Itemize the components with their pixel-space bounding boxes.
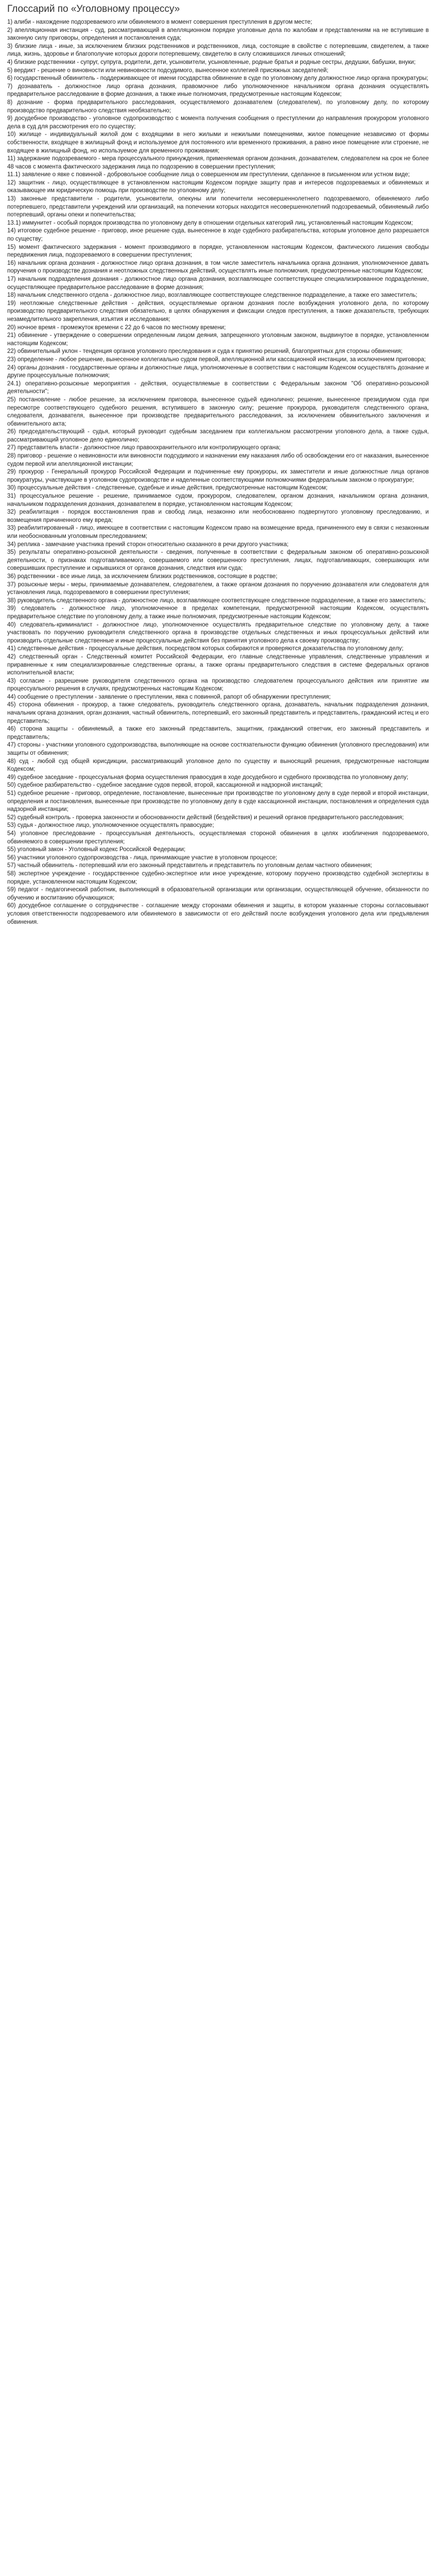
glossary-entry: 40) следователь-криминалист - должностное лицо, уполномоченное осуществлять предварительное следствие по уголовному делу, а также участвовать по поручению руководителя следственного органа в производстве отдельных следственных и иных процессуальных действий или производить отдельные следственные и иные процессуальные действия без принятия уголовного дела к своему производству; — [7, 621, 429, 644]
glossary-entry: 1) алиби - нахождение подозреваемого или обвиняемого в момент совершения преступления в другом месте; — [7, 19, 312, 25]
glossary-entry: 54) уголовное преследование - процессуальная деятельность, осуществляемая стороной обвинения в целях изобличения подозреваемого, обвиняемого в совершении преступления; — [7, 830, 429, 845]
glossary-entry: 19) неотложные следственные действия - действия, осуществляемые органом дознания после возбуждения уголовного дела, по которому производство предварительного следствия обязательно, в целях обнаружения и фиксации следов преступления, а также доказательств, требующих незамедлительного закрепления, изъятия и исследования; — [7, 300, 429, 323]
glossary-entry: 20) ночное время - промежуток времени с 22 до 6 часов по местному времени; — [7, 324, 226, 331]
page-title: Глоссарий по «Уголовному процессу» — [7, 4, 180, 14]
glossary-entry: 47) стороны - участники уголовного судопроизводства, выполняющие на основе состязательности функцию обвинения (уголовного преследования) или защиты от обвинения; — [7, 742, 429, 757]
glossary-entry: 11.1) заявление о явке с повинной - добровольное сообщение лица о совершенном им преступлении, сделанное в письменном или устном виде; — [7, 172, 410, 178]
glossary-entry: 48) суд - любой суд общей юрисдикции, рассматривающий уголовное дело по существу и выносящий решения, предусмотренные настоящим Кодексом; — [7, 758, 429, 773]
glossary-entry: 17) начальник подразделения дознания - должностное лицо органа дознания, возглавляющее соответствующее специализированное подразделение, осуществляющее предварительное расследование в форме дознания; — [7, 276, 429, 291]
glossary-entry: 49) судебное заседание - процессуальная форма осуществления правосудия в ходе досудебного и судебного производства по уголовному делу; — [7, 774, 409, 781]
glossary-entry: 55) уголовный закон - Уголовный кодекс Российской Федерации; — [7, 846, 186, 853]
glossary-entry: 53) судья - должностное лицо, уполномоченное осуществлять правосудие; — [7, 822, 214, 829]
glossary-entry: 28) приговор - решение о невиновности или виновности подсудимого и назначении ему наказания либо об освобождении его от наказания, вынесенное судом первой или апелляционной инстанции; — [7, 453, 429, 467]
glossary-entry: 37) розыскные меры - меры, принимаемые дознавателем, следователем, а также органом дознания по поручению дознавателя или следователя для установления лица, подозреваемого в совершении преступления; — [7, 581, 429, 596]
glossary-entry: 46) сторона защиты - обвиняемый, а также его законный представитель, защитник, гражданский ответчик, его законный представитель и представитель; — [7, 726, 429, 740]
glossary-entry: 3) близкие лица - иные, за исключением близких родственников и родственников, лица, состоящие в свойстве с потерпевшим, свидетелем, а также лица, жизнь, здоровье и благополучие которых дороги потерпевшему, свидетелю в силу сложившихся личных отношений; — [7, 43, 429, 58]
glossary-entry: 16) начальник органа дознания - должностное лицо органа дознания, в том числе заместитель начальника органа дознания, уполномоченное давать поручения о производстве дознания и неотложных следственных действий, осуществлять иные полномочия, предусмотренные настоящим Кодексом; — [7, 260, 429, 275]
glossary-entry: 51) судебное решение - приговор, определение, постановление, вынесенные при производстве по уголовному делу в суде первой и второй инстанции, определения и постановления, вынесенные при производстве по уголовному делу в суде кассационной инстанции, постановления и определения суда надзорной инстанции; — [7, 790, 429, 813]
glossary-entry: 23) определение - любое решение, вынесенное коллегиально судом первой, апелляционной или кассационной инстанции, за исключением приговора; — [7, 356, 426, 363]
glossary-entry: 32) реабилитация - порядок восстановления прав и свобод лица, незаконно или необоснованно подвергнутого уголовному преследованию, и возмещения причиненного ему вреда; — [7, 509, 429, 523]
glossary-entry: 38) руководитель следственного органа - должностное лицо, возглавляющее соответствующее следственное подразделение, а также его заместитель; — [7, 597, 426, 604]
glossary-entry: 45) сторона обвинения - прокурор, а также следователь, руководитель следственного органа, дознаватель, начальник подразделения дознания, начальник органа дознания, орган дознания, частный обвинитель, потерпевший, его законный представитель и представитель, гражданский истец и его представитель; — [7, 702, 429, 724]
glossary-entry: 8) дознание - форма предварительного расследования, осуществляемого дознавателем (следователем), по уголовному делу, по которому производство предварительного следствия необязательно; — [7, 99, 429, 114]
glossary-entry: 58) экспертное учреждение - государственное судебно-экспертное или иное учреждение, которому поручено производство судебной экспертизы в порядке, установленном настоящим Кодексом; — [7, 870, 429, 885]
glossary-entry: 5) вердикт - решение о виновности или невиновности подсудимого, вынесенное коллегией присяжных заседателей; — [7, 67, 328, 74]
glossary-entry: 29) прокурор - Генеральный прокурор Российской Федерации и подчиненные ему прокуроры, их заместители и иные должностные лица органов прокуратуры, участвующие в уголовном судопроизводстве и наделенные соответствующими полномочиями федеральным законом о прокуратуре; — [7, 469, 429, 483]
glossary-entry: 52) судебный контроль - проверка законности и обоснованности действий (бездействия) и решений органов предварительного расследования; — [7, 814, 404, 821]
glossary-entry: 26) председательствующий - судья, который руководит судебным заседанием при коллегиальном рассмотрении уголовного дела, а также судья, рассматривающий уголовное дело единолично; — [7, 429, 429, 443]
glossary-entry: 10) жилище - индивидуальный жилой дом с входящими в него жилыми и нежилыми помещениями, жилое помещение независимо от формы собственности, входящее в жилищный фонд и используемое для постоянного или временного проживания, а равно иное помещение или строение, не входящее в жилищный фонд, но используемое для временного проживания; — [7, 131, 429, 154]
glossary-entry: 11) задержание подозреваемого - мера процессуального принуждения, применяемая органом дознания, дознавателем, следователем на срок не более 48 часов с момента фактического задержания лица по подозрению в совершении преступления; — [7, 156, 429, 170]
glossary-entry: 21) обвинение - утверждение о совершении определенным лицом деяния, запрещенного уголовным законом, выдвинутое в порядке, установленном настоящим Кодексом; — [7, 332, 429, 347]
glossary-entry: 4) близкие родственники - супруг, супруга, родители, дети, усыновители, усыновленные, родные братья и родные сестры, дедушки, бабушки, внуки; — [7, 59, 416, 65]
glossary-list — [7, 19, 429, 926]
glossary-entry: 33) реабилитированный - лицо, имеющее в соответствии с настоящим Кодексом право на возмещение вреда, причиненного ему в связи с незаконным или необоснованным уголовным преследованием; — [7, 525, 429, 539]
glossary-entry: 59) педагог - педагогический работник, выполняющий в образовательной организации или организации, осуществляющей обучение, обязанности по обучению и воспитанию обучающихся; — [7, 887, 429, 901]
glossary-entry: 41) следственные действия - процессуальные действия, посредством которых собираются и проверяются доказательства по уголовному делу; — [7, 646, 404, 652]
glossary-entry: 34) реплика - замечание участника прений сторон относительно сказанного в речи другого участника; — [7, 541, 289, 548]
glossary-entry: 56) участники уголовного судопроизводства - лица, принимающие участие в уголовном процессе; — [7, 854, 277, 861]
glossary-entry: 18) начальник следственного отдела - должностное лицо, возглавляющее соответствующее следственное подразделение, а также его заместитель; — [7, 292, 417, 299]
glossary-entry: 2) апелляционная инстанция - суд, рассматривающий в апелляционном порядке уголовные дела по жалобам и представлениям на не вступившие в законную силу приговоры, определения и постановления суда; — [7, 27, 429, 42]
glossary-entry: 42) следственный орган - Следственный комитет Российской Федерации, его главные следственные управления, следственные управления и приравненные к ним специализированные следственные органы, а также органы предварительного следствия в системе федеральных органов исполнительной власти; — [7, 653, 429, 676]
glossary-entry: 60) досудебное соглашение о сотрудничестве - соглашение между сторонами обвинения и защиты, в котором указанные стороны согласовывают условия ответственности подозреваемого или обвиняемого в зависимости от его действий после возбуждения уголовного дела или предъявления обвинения. — [7, 903, 429, 925]
glossary-entry: 9) досудебное производство - уголовное судопроизводство с момента получения сообщения о преступлении до направления прокурором уголовного дела в суд для рассмотрения его по существу; — [7, 115, 429, 130]
glossary-entry: 43) согласие - разрешение руководителя следственного органа на производство следователем процессуального действия или принятие им процессуального решения в случаях, предусмотренных настоящим Кодексом; — [7, 677, 429, 692]
glossary-entry: 13.1) иммунитет - особый порядок производства по уголовному делу в отношении отдельных категорий лиц, установленный настоящим Кодексом; — [7, 219, 413, 226]
glossary-entry: 30) процессуальные действия - следственные, судебные и иные действия, предусмотренные настоящим Кодексом; — [7, 485, 328, 492]
glossary-entry: 36) родственники - все иные лица, за исключением близких родственников, состоящие в родстве; — [7, 573, 277, 580]
glossary-entry: 15) момент фактического задержания - момент производимого в порядке, установленном настоящим Кодексом, фактического лишения свободы передвижения лица, подозреваемого в совершении преступления; — [7, 244, 429, 259]
glossary-entry: 24) органы дознания - государственные органы и должностные лица, уполномоченные в соответствии с настоящим Кодексом осуществлять дознание и другие процессуальные полномочия; — [7, 364, 429, 379]
glossary-entry: 24.1) оперативно-розыскные мероприятия - действия, осуществляемые в соответствии с Федеральным законом "Об оперативно-розыскной деятельности"; — [7, 380, 429, 395]
glossary-entry: 57) частный обвинитель - потерпевший или его законный представитель и представитель по уголовным делам частного обвинения; — [7, 862, 372, 869]
glossary-entry: 50) судебное разбирательство - судебное заседание судов первой, второй, кассационной и надзорной инстанций; — [7, 782, 323, 789]
glossary-entry: 6) государственный обвинитель - поддерживающее от имени государства обвинение в суде по уголовному делу должностное лицо органа прокуратуры; — [7, 75, 428, 82]
glossary-entry: 39) следователь - должностное лицо, уполномоченное в пределах компетенции, предусмотренной настоящим Кодексом, осуществлять предварительное следствие по уголовному делу, а также иные полномочия, предусмотренные настоящим Кодексом; — [7, 605, 429, 620]
glossary-entry: 25) постановление - любое решение, за исключением приговора, вынесенное судьей единолично; решение, вынесенное президиумом суда при пересмотре соответствующего судебного решения, вступившего в законную силу; решение прокурора, руководителя следственного органа, следователя, дознавателя, вынесенное при производстве предварительного расследования, за исключением обвинительного заключения и обвинительного акта; — [7, 396, 429, 427]
glossary-entry: 12) защитник - лицо, осуществляющее в установленном настоящим Кодексом порядке защиту прав и интересов подозреваемых и обвиняемых и оказывающее им юридическую помощь при производстве по уголовному делу; — [7, 179, 429, 194]
glossary-entry: 44) сообщение о преступлении - заявление о преступлении, явка с повинной, рапорт об обнаружении преступления; — [7, 693, 331, 700]
glossary-entry: 22) обвинительный уклон - тенденция органов уголовного преследования и суда к принятию решений, благоприятных для стороны обвинения; — [7, 348, 403, 355]
glossary-entry: 31) процессуальное решение - решение, принимаемое судом, прокурором, следователем, органом дознания, начальником органа дознания, начальником подразделения дознания, дознавателем в порядке, установленном настоящим Кодексом; — [7, 493, 429, 507]
glossary-entry: 14) итоговое судебное решение - приговор, иное решение суда, вынесенное в ходе судебного разбирательства, которым уголовное дело разрешается по существу; — [7, 228, 429, 243]
glossary-entry: 27) представитель власти - должностное лицо правоохранительного или контролирующего органа; — [7, 445, 281, 451]
glossary-entry: 13) законные представители - родители, усыновители, опекуны или попечители несовершеннолетнего подозреваемого, обвиняемого либо потерпевшего, представители учреждений или организаций, на попечении которых находится несовершеннолетний подозреваемый, обвиняемый либо потерпевший, органы опеки и попечительства; — [7, 196, 429, 218]
glossary-entry: 7) дознаватель - должностное лицо органа дознания, правомочное либо уполномоченное начальником органа дознания осуществлять предварительное расследование в форме дознания, а также иные полномочия, предусмотренные настоящим Кодексом; — [7, 83, 429, 98]
glossary-entry: 35) результаты оперативно-розыскной деятельности - сведения, полученные в соответствии с федеральным законом об оперативно-розыскной деятельности, о признаках подготавливаемого, совершаемого или совершенного преступления, лицах, подготавливающих, совершающих или совершивших преступление и скрывшихся от органов дознания, следствия или суда; — [7, 549, 429, 572]
